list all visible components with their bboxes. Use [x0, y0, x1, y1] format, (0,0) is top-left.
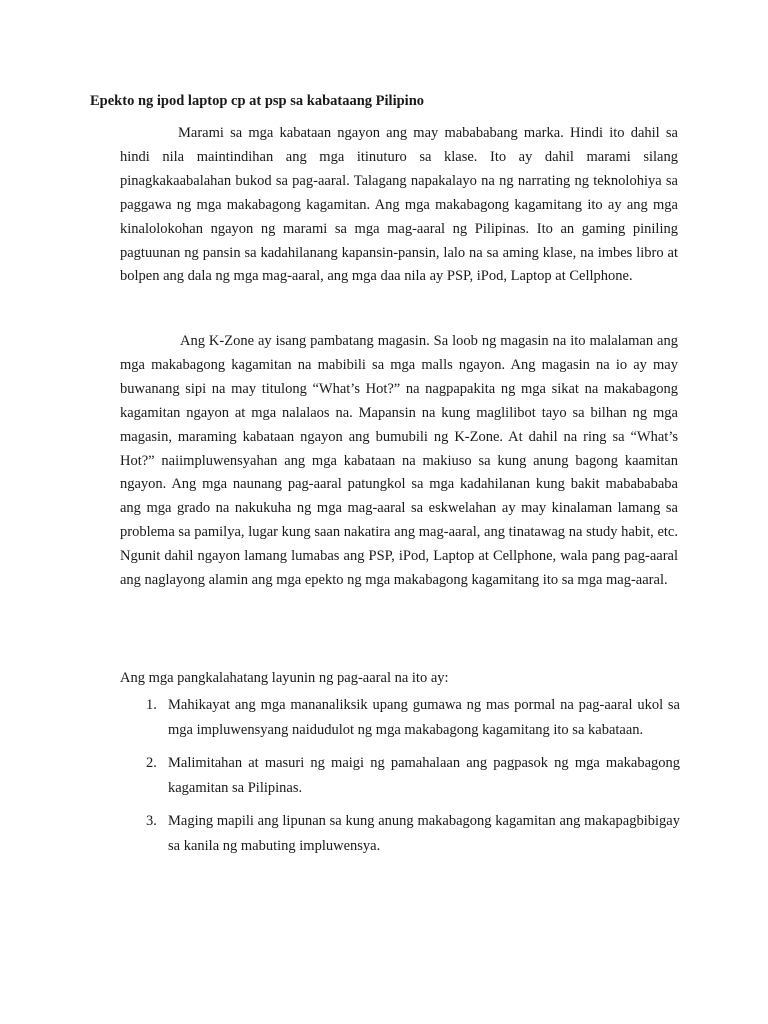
- objectives-intro: Ang mga pangkalahatang layunin ng pag-aaral na ito ay:: [120, 670, 449, 686]
- list-item: [120, 751, 680, 801]
- document-title: Epekto ng ipod laptop cp at psp sa kabataang Pilipino: [90, 93, 425, 109]
- list-item-number: 3.: [146, 813, 157, 829]
- list-item-text: Malimitahan at masuri ng maigi ng pamahalaan ang pagpasok ng mga makabagong kagamitan sa Pilipinas.: [168, 755, 680, 796]
- paragraph-text: Marami sa mga kabataan ngayon ang may mabababang marka. Hindi ito dahil sa hindi nila maintindihan ang mga itinuturo sa klase. Ito ay dahil marami silang pinagkakaabalahan bukod sa pag-aaral. Talagang napakalayo na ng narrating ng teknolohiya sa paggawa ng mga makabagong kagamitan. Ang mga makabagong kagamitang ito ay ang mga kinalolokohan ngayon ng marami sa mga mag-aaral ng Pilipinas. Ito an gaming piniling pagtuunan ng pansin sa kadahilanang kapansin-pansin, lalo na sa aming klase, na imbes libro at bolpen ang dala ng mga mag-aaral, ang mga daa nila ay PSP, iPod, Laptop at Cellphone.: [120, 125, 678, 285]
- objectives-list: [120, 693, 680, 867]
- list-item-text: Maging mapili ang lipunan sa kung anung makabagong kagamitan ang makapagbibigay sa kanila ng mabuting impluwensya.: [168, 813, 680, 854]
- paragraph-text: Ang K-Zone ay isang pambatang magasin. Sa loob ng magasin na ito malalaman ang mga makabagong kagamitan na mabibili sa mga malls ngayon. Ang magasin na io ay may buwanang sipi na may titulong “What’s Hot?” na nagpapakita ng mga sikat na makabagong kagamitan ngayon at mga nalalaos na. Mapansin na kung maglilibot tayo sa bilhan ng mga magasin, maraming kabataan ngayon ang bumubili ng K-Zone. At dahil na ring sa “What’s Hot?” naiimpluwensyahan ang mga kabataan na makiuso sa kung anung bagong kaamitan ngayon. Ang mga naunang pag-aaral patungkol sa mga kadahilanan kung bakit mababababa ang mga grado na nakukuha ng mga mag-aaral sa eskwelahan ay may kinalaman lamang sa problema sa pamilya, lugar kung saan nakatira ang mag-aaral, ang tinatawag na study habit, etc. Ngunit dahil ngayon lamang lumabas ang PSP, iPod, Laptop at Cellphone, wala pang pag-aaral ang naglayong alamin ang mga epekto ng mga makabagong kagamitang ito sa mga mag-aaral.: [120, 333, 678, 589]
- list-item: [120, 809, 680, 859]
- list-item-text: Mahikayat ang mga mananaliksik upang gumawa ng mas pormal na pag-aaral ukol sa mga impluwensyang naidudulot ng mga makabagong kagamitang ito sa kabataan.: [168, 697, 680, 738]
- list-item-number: 1.: [146, 697, 157, 713]
- body-paragraph-1: [120, 122, 678, 289]
- list-item-number: 2.: [146, 755, 157, 771]
- list-item: [120, 693, 680, 743]
- body-paragraph-2: [120, 330, 678, 593]
